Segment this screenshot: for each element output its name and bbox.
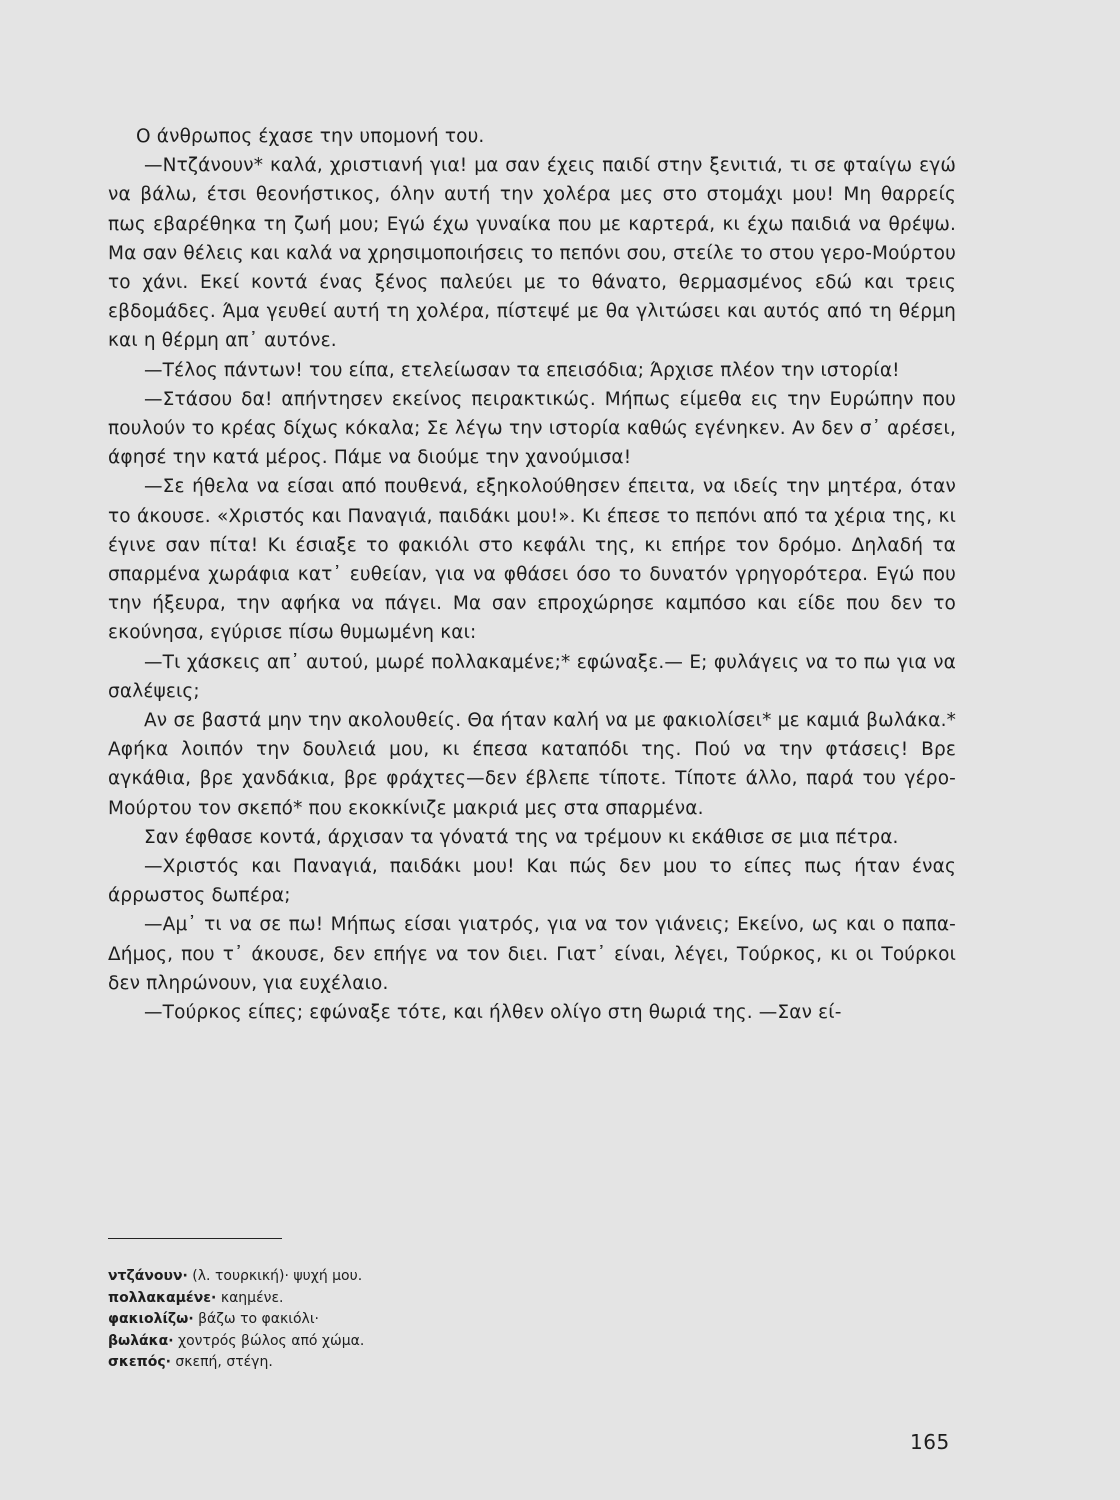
footnote-separator: · — [165, 1354, 171, 1370]
paragraph: Ο άνθρωπος έχασε την υπομονή του. — [136, 126, 485, 147]
paragraph: —Τούρκος είπες; εφώναξε τότε, και ήλθεν ολίγο στη θωριά της. —Σαν εί- — [144, 1002, 842, 1024]
footnote — [108, 1309, 708, 1331]
page-number: 165 — [910, 1430, 950, 1454]
paragraph: —Σε ήθελα να είσαι από πουθενά, εξηκολούθησεν έπειτα, να ιδείς την μητέρα, όταν το άκουσε. «Χριστός και Παναγιά, παιδάκι μου!». Κι έπεσε το πεπόνι από τα χέρια της, κι έγινε σαν πίτα! Κι έσιαξε το φακιόλι στο κεφάλι της, κι επήρε τον δρόμο. Δηλαδή τα σπαρμένα χωράφια κατ᾽ ευθείαν, για να φθάσει όσο το δυνατόν γρηγορότερα. Εγώ που την ήξευρα, την αφήκα να πάγει. Μα σαν επροχώρησε καμπόσο και είδε που δεν το εκούνησα, εγύρισε πίσω θυμωμένη και: — [108, 476, 956, 644]
footnote — [108, 1352, 708, 1374]
footnote-term: βωλάκα — [108, 1332, 169, 1349]
footnote — [108, 1288, 708, 1310]
footnote-separator: · — [188, 1311, 194, 1327]
paragraph: —Χριστός και Παναγιά, παιδάκι μου! Και πώς δεν μου το είπες πως ήταν ένας άρρωστος δωπέρα; — [108, 856, 956, 907]
footnote-gloss: καημένε. — [220, 1289, 284, 1306]
footnote-term: φακιολίζω — [108, 1311, 189, 1327]
footnote-separator: · — [211, 1289, 217, 1306]
paragraph: —Στάσου δα! απήντησεν εκείνος πειρακτικώς. Μήπως είμεθα εις την Ευρώπην που πουλούν το κρέας δίχως κόκαλα; Σε λέγω την ιστορία καθώς εγένηκεν. Αν δεν σ᾽ αρέσει, άφησέ την κατά μέρος. Πάμε να διούμε την χανούμισα! — [108, 388, 956, 469]
footnote — [108, 1266, 708, 1288]
footnote-gloss: βάζω το φακιόλι· — [198, 1311, 320, 1327]
footnote-gloss: σκεπή, στέγη. — [175, 1354, 273, 1370]
footnote-gloss: χοντρός βώλος από χώμα. — [178, 1332, 365, 1349]
paragraph: Σαν έφθασε κοντά, άρχισαν τα γόνατά της να τρέμουν κι εκάθισε σε μια πέτρα. — [144, 826, 899, 848]
paragraph: —Τι χάσκεις απ᾽ αυτού, μωρέ πολλακαμένε;* εφώναξε.— Ε; φυλάγεις να το πω για να σαλέψεις; — [108, 651, 956, 702]
footnote-term: ντζάνουν — [108, 1268, 183, 1284]
footnote-divider — [108, 1238, 282, 1239]
footnote-separator: · — [182, 1268, 188, 1284]
paragraph: Αν σε βαστά μην την ακολουθείς. Θα ήταν καλή να με φακιολίσει* με καμιά βωλάκα.* Αφήκα λοιπόν την δουλειά μου, κι έπεσα καταπόδι της. Πού να την φτάσεις! Βρε αγκάθια, βρε χανδάκια, βρε φράχτες—δεν έβλεπε τίποτε. Τίποτε άλλο, παρά του γέρο-Μούρτου τον σκεπό* που εκοκκίνιζε μακριά μες στα σπαρμένα. — [108, 710, 956, 819]
paragraph: —Αμ᾽ τι να σε πω! Μήπως είσαι γιατρός, για να τον γιάνεις; Εκείνο, ως και ο παπα-Δήμος, που τ᾽ άκουσε, δεν επήγε να τον διει. Γιατ᾽ είναι, λέγει, Τούρκος, κι οι Τούρκοι δεν πληρώνουν, για ευχέλαιο. — [108, 914, 956, 994]
body-text — [108, 122, 956, 1027]
footnote — [108, 1331, 708, 1353]
footnote-term: πολλακαμένε — [108, 1289, 212, 1306]
footnotes — [108, 1266, 708, 1374]
paragraph: —Τέλος πάντων! του είπα, ετελείωσαν τα επεισόδια; Άρχισε πλέον την ιστορία! — [144, 359, 900, 381]
footnote-term: σκεπός — [108, 1354, 166, 1370]
footnote-separator: · — [168, 1332, 174, 1349]
footnote-gloss: (λ. τουρκική)· ψυχή μου. — [192, 1268, 363, 1284]
paragraph: —Ντζάνουν* καλά, χριστιανή για! μα σαν έχεις παιδί στην ξενιτιά, τι σε φταίγω εγώ να βάλω, έτσι θεονήστικος, όλην αυτή την χολέρα μες στο στομάχι μου! Μη θαρρείς πως εβαρέθηκα τη ζωή μου; Εγώ έχω γυναίκα που με καρτερά, κι έχω παιδιά να θρέψω. Μα σαν θέλεις και καλά να χρησιμοποιήσεις το πεπόνι σου, στείλε το στου γερο-Μούρτου το χάνι. Εκεί κοντά ένας ξένος παλεύει με το θάνατο, θερμασμένος εδώ και τρεις εβδομάδες. Άμα γευθεί αυτή τη χολέρα, πίστεψέ με θα γλιτώσει και αυτός από τη θέρμη και η θέρμη απ᾽ αυτόνε. — [108, 155, 956, 352]
